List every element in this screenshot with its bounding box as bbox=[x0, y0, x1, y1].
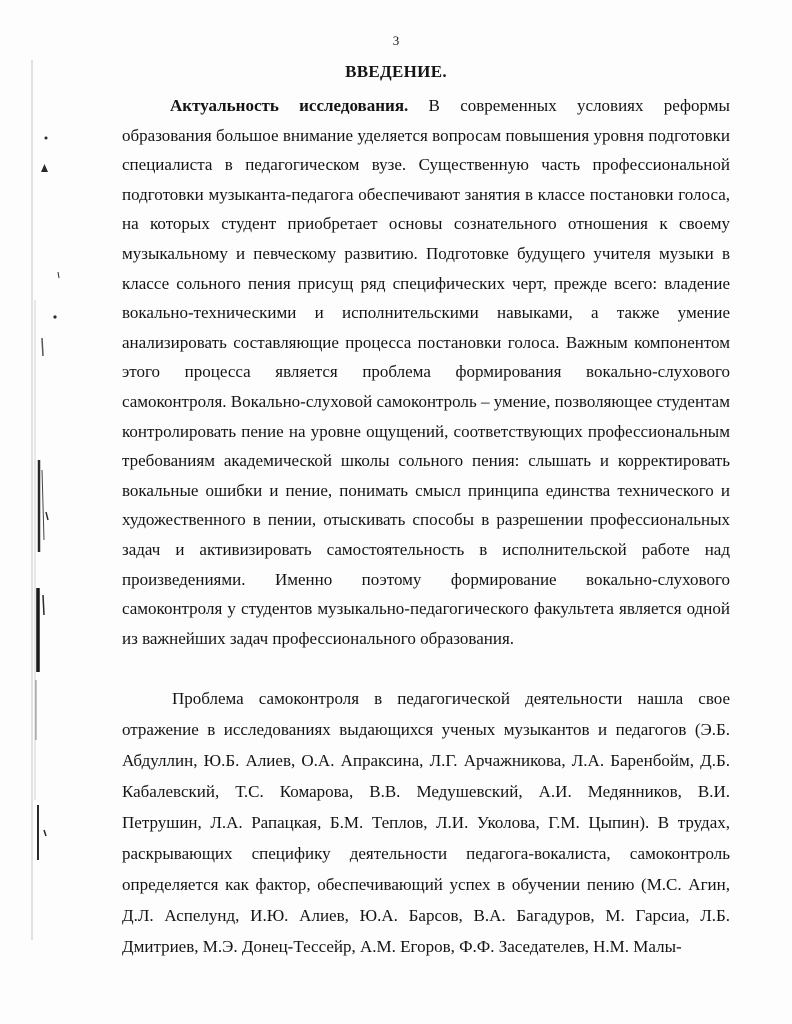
paragraph-relevance bbox=[122, 91, 730, 653]
section-heading: ВВЕДЕНИЕ. bbox=[345, 62, 447, 81]
paragraph-body: В современных условиях реформы образования большое внимание уделяется вопросам повышения уровня подготовки специалиста в педагогическом вузе. Существенную часть профессиональной подготовки музыканта-педагога обеспечивают занятия в классе постановки голоса, на которых студент приобретает основы сознательного отношения к своему музыкальному и певческому развитию. Подготовке будущего учителя музыки в классе сольного пения присущ ряд специфических черт, прежде всего: владение вокально-техническими и исполнительскими навыками, а также умение анализировать составляющие процесса постановки голоса. Важным компонентом этого процесса является проблема формирования вокально-слухового самоконтроля. Вокально-слуховой самоконтроль – умение, позволяющее студентам контролировать пение на уровне ощущений, соответствующих профессиональным требованиям академической школы сольного пения: слышать и корректировать вокальные ошибки и пение, понимать смысл принципа единства технического и художественного в пении, отыскивать способы в разрешении профессиональных задач и активизировать самостоятельность в исполнительской работе над произведениями. Именно поэтому формирование вокально-слухового самоконтроля у студентов музыкально-педагогического факультета является одной из важнейших задач профессионального образования. bbox=[122, 96, 730, 648]
page-number: 3 bbox=[392, 33, 400, 48]
paragraph-lead: Актуальность исследования. bbox=[170, 96, 409, 115]
scan-margin-artifacts bbox=[22, 40, 62, 980]
paragraph-self-control: Проблема самоконтроля в педагогической деятельности нашла свое отражение в исследованиях выдающихся ученых музыкантов и педагогов (Э.Б. Абдуллин, Ю.Б. Алиев, О.А. Апраксина, Л.Г. Арчажникова, Л.А. Баренбойм, Д.Б. Кабалевский, Т.С. Комарова, В.В. Медушевский, А.И. Медянников, В.И. Петрушин, Л.А. Рапацкая, Б.М. Теплов, Л.И. Уколова, Г.М. Цыпин). В трудах, раскрывающих специфику деятельности педагога-вокалиста, самоконтроль определяется как фактор, обеспечивающий успех в обучении пению (М.С. Агин, Д.Л. Аспелунд, И.Ю. Алиев, Ю.А. Барсов, В.А. Багадуров, М. Гарсиа, Л.Б. Дмитриев, М.Э. Донец-Тессейр, А.М. Егоров, Ф.Ф. Заседателев, Н.М. Малы- bbox=[122, 689, 730, 956]
